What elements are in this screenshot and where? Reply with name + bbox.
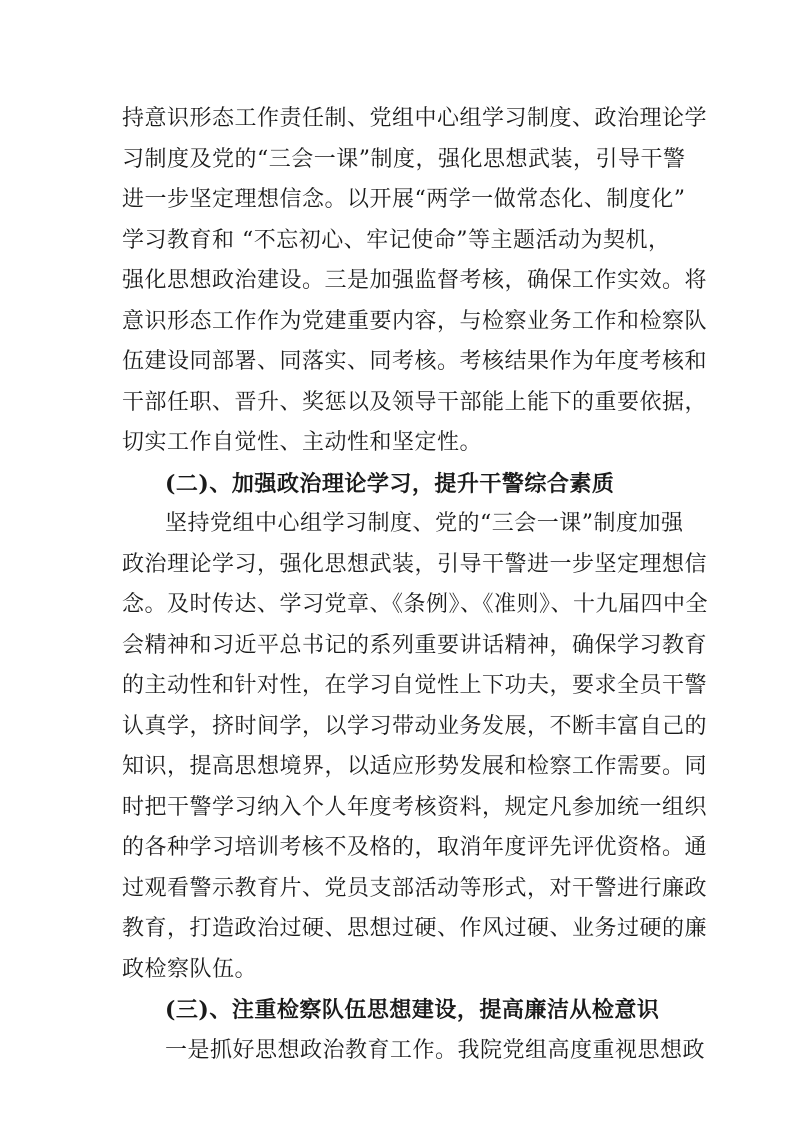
body-text-line: 强化思想政治建设。三是加强监督考核，确保工作实效。将 [122,268,708,293]
body-text-line: 切实工作自觉性、主动性和坚定性。 [122,430,483,455]
section-heading-3: (三)、注重检察队伍思想建设，提高廉洁从检意识 [165,997,660,1023]
body-text-line: 过观看警示教育片、党员支部活动等形式，对干警进行廉政 [122,876,708,901]
body-text-line: 政检察队伍。 [122,957,258,982]
body-text-line: 持意识形态工作责任制、党组中心组学习制度、政治理论学 [122,106,708,131]
body-text-line: 进一步坚定理想信念。以开展“两学一做常态化、制度化” [122,187,686,212]
body-text-line: 的主动性和针对性，在学习自觉性上下功夫，要求全员干警 [122,673,708,698]
body-text-line: 学习教育和 “不忘初心、牢记使命”等主题活动为契机， [122,228,671,253]
body-text-line: 干部任职、晋升、奖惩以及领导干部能上能下的重要依据， [122,390,708,415]
body-text-line: 伍建设同部署、同落实、同考核。考核结果作为年度考核和 [122,349,708,374]
paragraph-first-line: 一是抓好思想政治教育工作。我院党组高度重视思想政 [165,1038,706,1063]
body-text-line: 的各种学习培训考核不及格的，取消年度评先评优资格。通 [122,835,708,860]
paragraph-first-line: 坚持党组中心组学习制度、党的“三会一课”制度加强 [165,511,684,536]
body-text-line: 念。及时传达、学习党章、《条例》、《准则》、十九届四中全 [122,592,709,617]
body-text-line: 认真学，挤时间学，以学习带动业务发展，不断丰富自己的 [122,714,708,739]
body-text-line: 会精神和习近平总书记的系列重要讲话精神，确保学习教育 [122,633,708,658]
body-text-line: 习制度及党的“三会一课”制度，强化思想武装，引导干警 [122,147,686,172]
body-text-line: 教育，打造政治过硬、思想过硬、作风过硬、业务过硬的廉 [122,916,708,941]
body-text-line: 知识，提高思想境界，以适应形势发展和检察工作需要。同 [122,754,708,779]
section-heading-2: (二)、加强政治理论学习，提升干警综合素质 [165,471,615,497]
body-text-line: 政治理论学习，强化思想武装，引导干警进一步坚定理想信 [122,552,708,577]
body-text-line: 意识形态工作作为党建重要内容，与检察业务工作和检察队 [122,309,708,334]
body-text-line: 时把干警学习纳入个人年度考核资料，规定凡参加统一组织 [122,795,708,820]
